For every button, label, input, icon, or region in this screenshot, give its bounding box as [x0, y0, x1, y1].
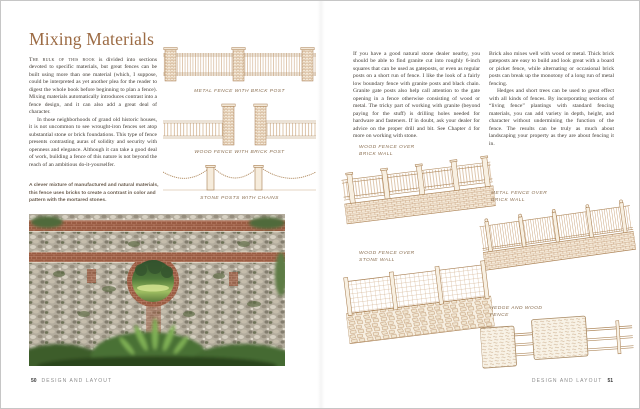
- diagram-label: WOOD FENCE OVER STONE WALL: [359, 251, 415, 264]
- wood-fence-with-brick-post-diagram: [163, 102, 316, 147]
- stone-wall-photo: [29, 214, 285, 366]
- diagram-label: WOOD FENCE WITH BRICK POST: [194, 150, 285, 155]
- paragraph: Brick also mixes well with wood or metal. Thick brick gateposts are easy to build and look great with a board or picket fence, while alternating or occasional brick posts can break up the monotony of a long run of metal fencing.: [489, 51, 614, 87]
- right-column-1: [353, 51, 480, 141]
- diagram-label: WOOD FENCE OVER BRICK WALL: [359, 145, 415, 158]
- page-footer-left: [31, 378, 112, 384]
- stone-posts-with-chains-diagram: [163, 159, 316, 193]
- wood-fence-over-brick-wall-diagram: [340, 148, 496, 228]
- section-title: DESIGN AND LAYOUT: [531, 378, 603, 384]
- page-number: 50: [31, 378, 37, 384]
- lead-in-smallcaps: The bulk of this book: [29, 57, 96, 63]
- page-title: Mixing Materials: [29, 29, 155, 49]
- paragraph: If you have a good natural stone dealer nearby, you should be able to find granite cut into roughly 6-inch squares that can be used as gateposts, or even as regular posts on a short run of fence. I like the look of a fairly low boundary fence with granite posts and black chain. Granite gate posts also help call attention to the gate opening in a fence otherwise consisting of wood or metal. The tricky part of working with granite (beyond paying for the stuff) is drilling holes needed for hardware and fasteners. If in doubt, ask your dealer for advice on the proper drill and bit. See Chapter 4 for more on working with stone.: [353, 51, 480, 140]
- photo-caption: A clever mixture of manufactured and natural materials, this fence uses bricks to create a contrast in color and pattern with the mortared stones.: [29, 183, 159, 204]
- paragraph: The bulk of this book is divided into sections devoted to specific materials, but great fences can be built using more than one material (which, I suppose, could be interpreted as yet another plea for the reader to digest the whole book before beginning to plan a fence). Mixing materials automatically introduces contrast into a fence design, and it can also add a great deal of character.: [29, 57, 158, 116]
- page-number: 51: [607, 378, 613, 384]
- diagram-label: METAL FENCE WITH BRICK POST: [194, 89, 285, 94]
- paragraph: Hedges and short trees can be used to great effect with all kinds of fences. By incorporating sections of “living fence” plantings with standard fencing materials, you can add variety in depth, height, and character without undermining the function of the fence. The results can be truly as much about landscaping your property as they are about fencing it in.: [489, 88, 614, 147]
- left-body-text: [29, 57, 157, 169]
- wood-fence-over-stone-wall-diagram: [341, 254, 495, 347]
- metal-fence-with-brick-post-diagram: [163, 47, 316, 85]
- paragraph: In those neighborhoods of grand old historic houses, it is not uncommon to see wrought-iron fences set atop substantial stone or brick foundations. This type of fence presents contrasting auras of solidity and security with openness and elegance. Although it can take a good deal of work, building a fence of this nature is not beyond the reach of an ambitious do-it-yourselfer.: [29, 116, 157, 168]
- diagram-label: STONE POSTS WITH CHAINS: [200, 196, 279, 201]
- hedge-and-wood-fence-diagram: [479, 308, 635, 374]
- right-column-2: [489, 51, 614, 148]
- section-title: DESIGN AND LAYOUT: [41, 378, 113, 384]
- page-gutter: [317, 1, 325, 408]
- diagram-label: HEDGE AND WOOD FENCE: [490, 306, 543, 319]
- page-left: [1, 1, 321, 409]
- page-footer-right: [532, 378, 613, 384]
- page-right: [321, 1, 640, 409]
- diagram-label: METAL FENCE OVER BRICK WALL: [491, 191, 548, 204]
